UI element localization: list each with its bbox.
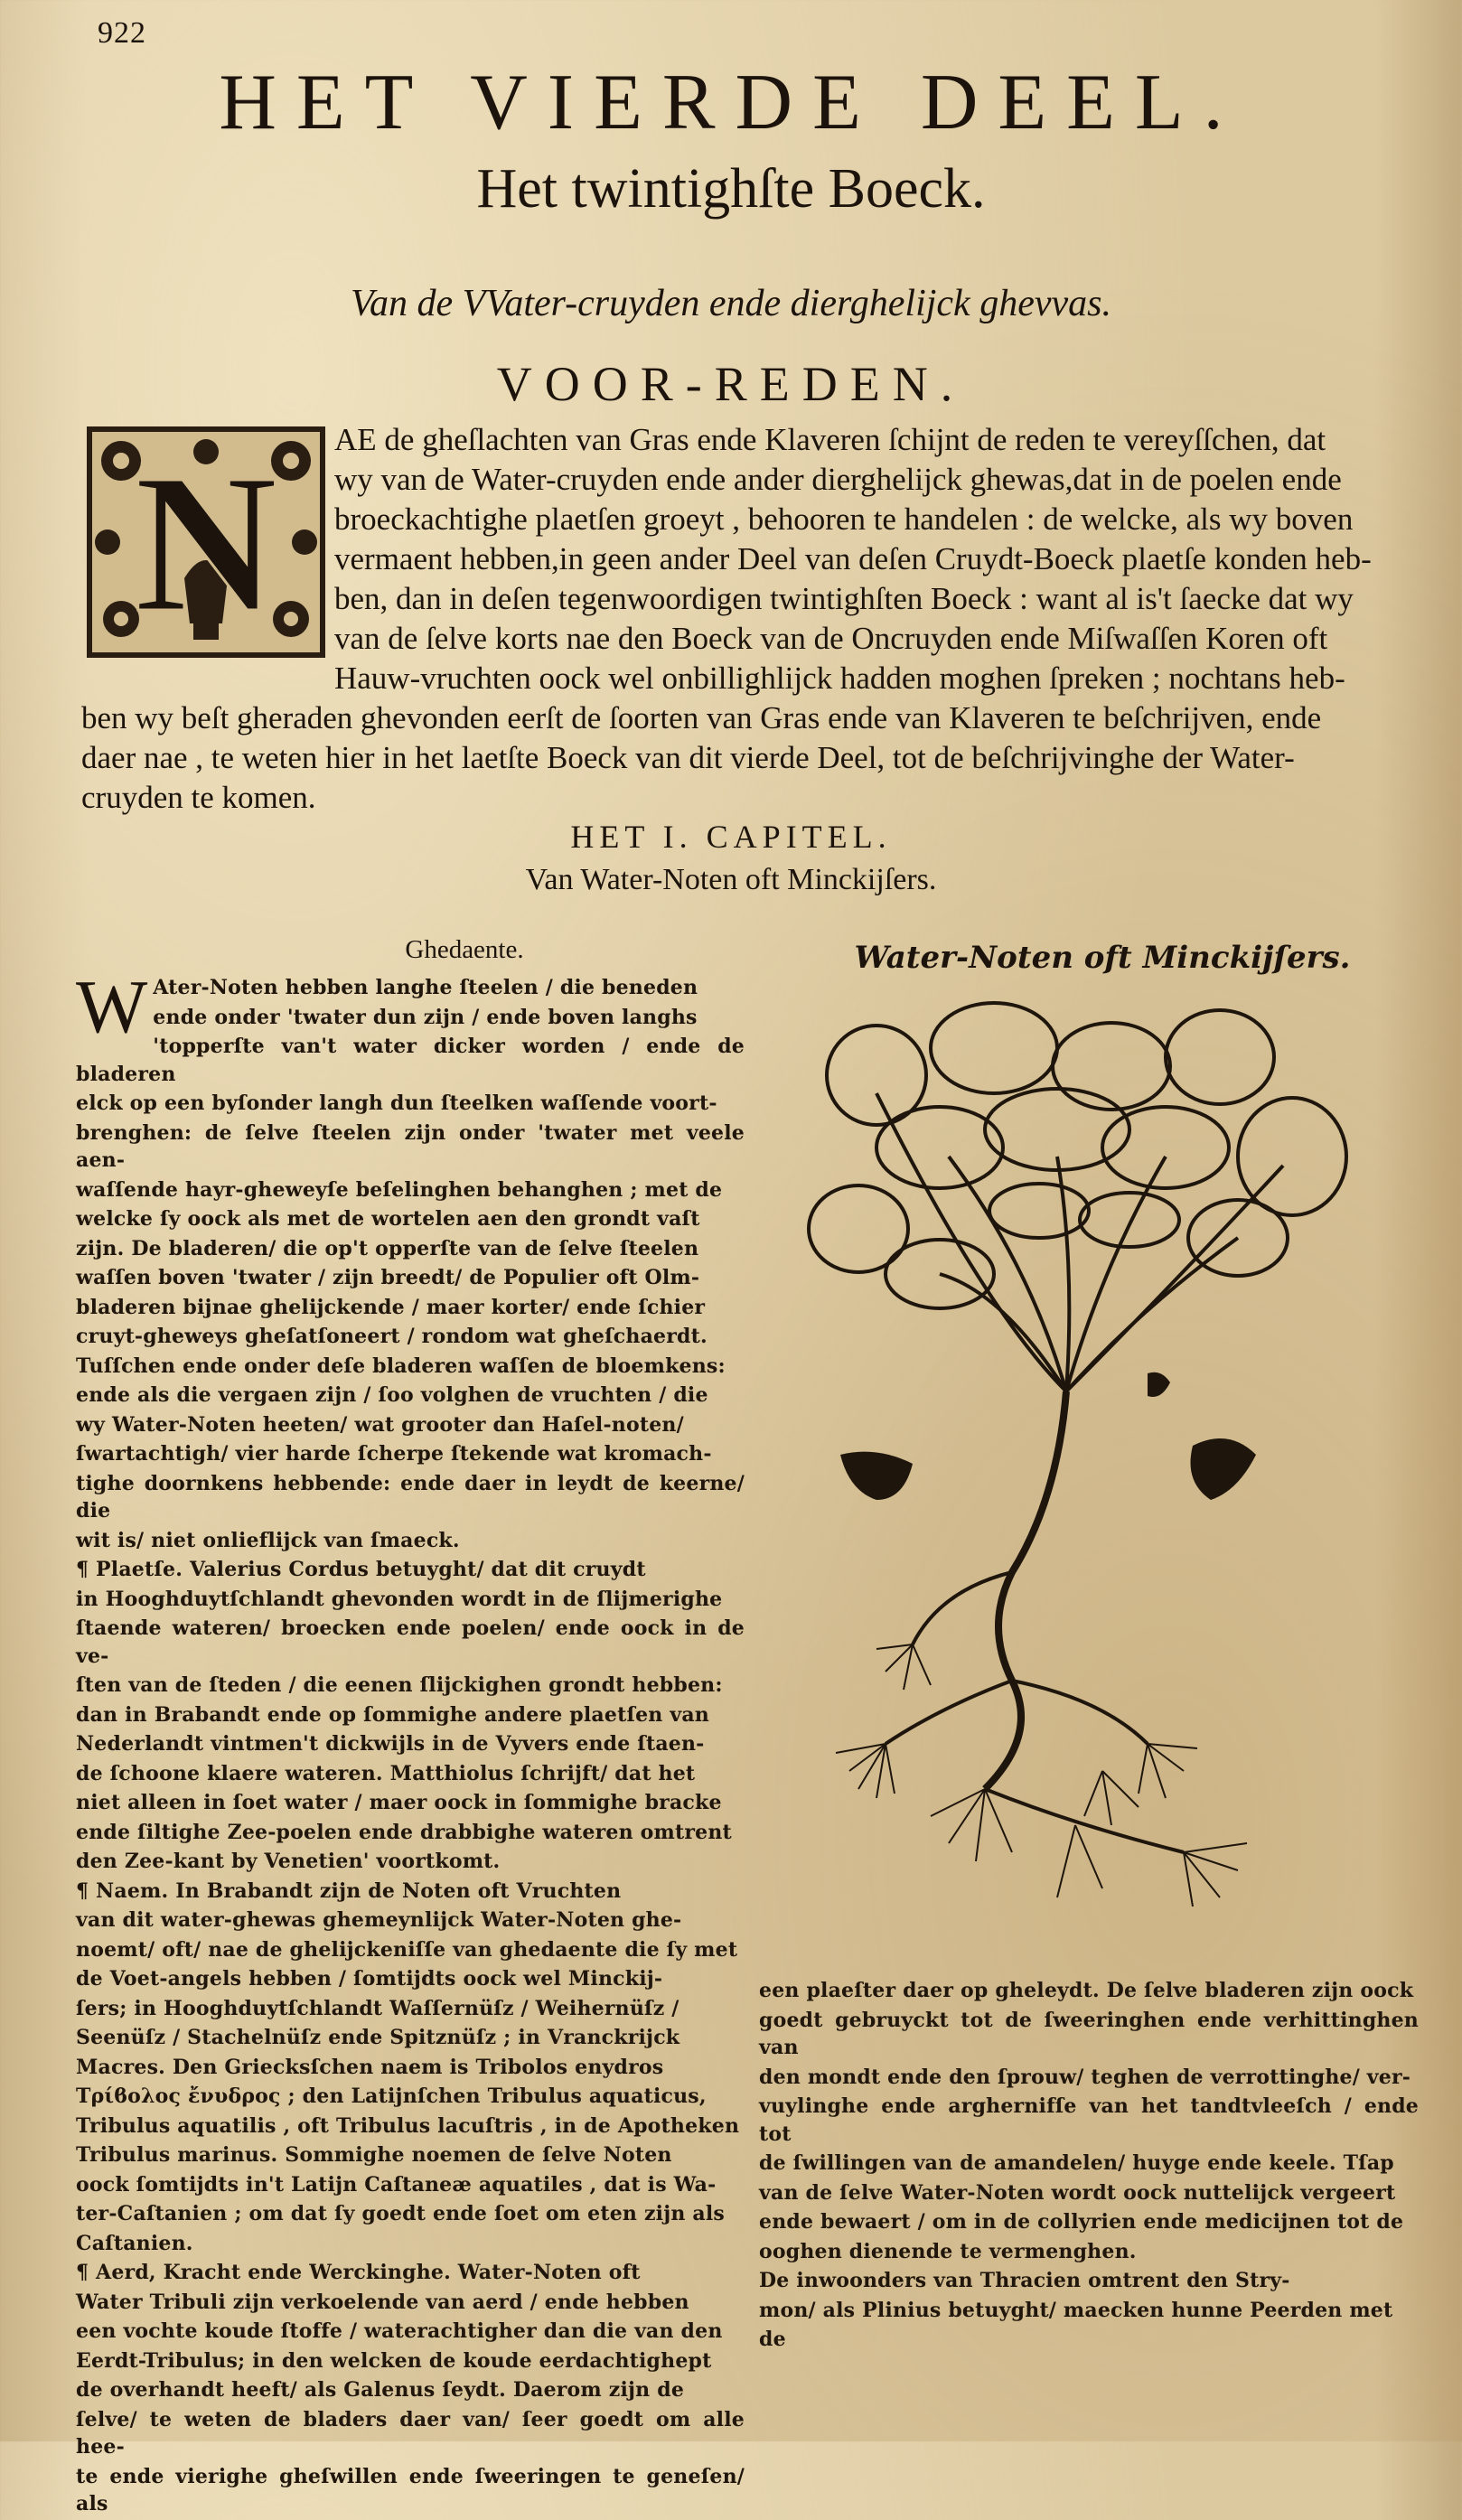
text-line: goedt gebruyckt tot de ſweeringhen ende verhittinghen van bbox=[759, 2008, 1419, 2059]
text-line: van de ſelve Water-Noten wordt oock nuttelijck vergeert bbox=[759, 2180, 1396, 2205]
text-line: tighe doornkens hebbende: ende daer in leydt de keerne/ die bbox=[76, 1471, 745, 1522]
text-line: Water Tribuli zijn verkoelende van aerd / ende hebben bbox=[76, 2290, 689, 2314]
text-line: Nederlandt vintmen't dickwijls in de Vyvers ende ſtaen- bbox=[76, 1732, 705, 1756]
text-line: de Voet-angels hebben / ſomtijdts oock wel Minckij- bbox=[76, 1967, 663, 1991]
water-chestnut-plant-icon bbox=[804, 994, 1364, 1952]
page-number: 922 bbox=[98, 16, 146, 50]
text-line: Tribulus aquatilis , oft Tribulus lacuſtris , in de Apotheken bbox=[76, 2113, 740, 2138]
text-line: een vochte koude ſtoffe / waterachtigher dan die van den bbox=[76, 2319, 723, 2343]
text-line: den mondt ende den ſprouw/ teghen de verrottinghe/ ver- bbox=[759, 2065, 1411, 2089]
text-line: welcke ſy oock als met de wortelen aen den grondt vaſt bbox=[76, 1207, 700, 1231]
text-line: 'topperſte van't water dicker worden / ende de bladeren bbox=[76, 1035, 745, 1086]
text-line: ende onder 'twater dun zijn / ende boven langhs bbox=[153, 1005, 698, 1029]
figure-caption: Water-Noten oft Minckijſers. bbox=[854, 940, 1351, 976]
part-heading: HET VIERDE DEEL. bbox=[219, 59, 1243, 146]
text-line: dan in Brabandt ende op ſommighe andere plaetſen van bbox=[76, 1702, 709, 1727]
text-line: te ende vierighe gheſwillen ende ſweeringen te geneſen/ als bbox=[76, 2464, 745, 2515]
initial-letter: N bbox=[134, 433, 278, 653]
preface-line: vermaent hebben,in geen ander Deel van deſen Cruydt-Boeck plaetſe konden heb- bbox=[334, 541, 1372, 576]
text-line: cruyt-gheweys gheſatſoneert / rondom wat gheſchaerdt. bbox=[76, 1325, 708, 1348]
text-line: bladeren bijnae ghelijckende / maer korter/ ende ſchier bbox=[76, 1295, 706, 1319]
text-line: niet alleen in ſoet water / maer oock in ſommighe bracke bbox=[76, 1791, 722, 1814]
text-line: Ater-Noten hebben langhe ſteelen / die beneden bbox=[153, 976, 698, 999]
chapter-subtitle: Van Water-Noten oft Minckijſers. bbox=[525, 863, 937, 896]
drop-initial-w: W bbox=[76, 965, 148, 1049]
text-line: zijn. De bladeren/ die op't opperſte van de ſelve ſteelen bbox=[76, 1236, 699, 1260]
plant-woodcut-illustration bbox=[804, 994, 1364, 1952]
text-line: ſelve/ te weten de bladers daer van/ ſeer goedt om alle hee- bbox=[76, 2407, 745, 2459]
text-line: vuylinghe ende arghernifſe van het tandtvleeſch / ende tot bbox=[759, 2094, 1419, 2146]
aerd-section bbox=[76, 2259, 745, 2518]
text-line: brenghen: de ſelve ſteelen zijn onder 'twater met veele aen- bbox=[76, 1120, 745, 1172]
text-line: Tribulus marinus. Sommighe noemen de ſelve Noten bbox=[76, 2143, 672, 2167]
book-subtitle: Van de VVater-cruyden ende dierghelijck ghevvas. bbox=[351, 283, 1111, 324]
chapter-heading: HET I. CAPITEL. bbox=[570, 819, 892, 855]
text-line: ooghen dienende te vermenghen. bbox=[759, 2239, 1137, 2263]
ghedaente-section bbox=[76, 965, 745, 1554]
right-column bbox=[759, 1977, 1419, 2356]
preface-line: Hauw-vruchten oock wel onbillighlijck hadden moghen ſpreken ; nochtans heb- bbox=[334, 660, 1345, 696]
plaetse-section bbox=[76, 1556, 745, 1876]
text-line: oock ſomtijdts in't Latijn Caſtaneæ aquatiles , dat is Wa- bbox=[76, 2172, 717, 2197]
preface-text-full bbox=[81, 698, 1392, 818]
preface-line: broeckachtighe plaetſen groeyt , behooren te handelen : de welcke, als wy boven bbox=[334, 501, 1354, 537]
preface-line: van de ſelve korts nae den Boeck van de Oncruyden ende Miſwaſſen Koren oft bbox=[334, 621, 1328, 656]
text-line: ter-Caſtanien ; om dat ſy goedt ende ſoet om eten zijn als bbox=[76, 2202, 726, 2225]
text-line: ende ſiltighe Zee-poelen ende drabbighe wateren omtrent bbox=[76, 1820, 732, 1844]
text-line: Τρίϐολος ἔνυδρος ; den Latijnſchen Tribulus aquaticus, bbox=[76, 2084, 707, 2108]
preface-title: VOOR-REDEN. bbox=[496, 357, 966, 411]
text-line: Eerdt-Tribulus; in den welcken de koude eerdachtighept bbox=[76, 2348, 712, 2373]
ghedaente-lines bbox=[76, 965, 745, 1554]
text-line: ¶ Aerd, Kracht ende Werckinghe. Water-Noten oft bbox=[76, 2261, 641, 2284]
preface-text-indented bbox=[334, 420, 1392, 698]
text-line: wy Water-Noten heeten/ wat grooter dan Haſel-noten/ bbox=[76, 1412, 684, 1437]
preface-line: AE de gheſlachten van Gras ende Klaveren ſchijnt de reden te vereyſſchen, dat bbox=[334, 422, 1326, 457]
text-line: Macres. Den Griecksſchen naem is Tribolos enydros bbox=[76, 2055, 664, 2079]
text-line: een plaeſter daer op gheleydt. De ſelve bladeren zijn oock bbox=[759, 1979, 1414, 2002]
text-line: wit is/ niet onlieflijck van ſmaeck. bbox=[76, 1528, 460, 1552]
text-line: de ſwillingen van de amandelen/ huyge ende keele. Tſap bbox=[759, 2151, 1394, 2175]
text-line: noemt/ oft/ nae de ghelijckeniſſe van ghedaente die ſy met bbox=[76, 1937, 738, 1962]
text-line: De inwoonders van Thracien omtrent den Stry- bbox=[759, 2269, 1290, 2292]
naem-section bbox=[76, 1878, 745, 2258]
text-line: de overhandt heeft/ als Galenus ſeydt. Daerom zijn de bbox=[76, 2378, 685, 2402]
text-line: in Hooghduytſchlandt ghevonden wordt in de ſlijmerighe bbox=[76, 1587, 723, 1611]
text-line: waſſen boven 'twater / zijn breedt/ de Populier oft Olm- bbox=[76, 1266, 700, 1289]
text-line: Tuſſchen ende onder deſe bladeren waſſen de bloemkens: bbox=[76, 1354, 726, 1378]
text-line: waſſende hayr-gheweyſe beſelinghen behanghen ; met de bbox=[76, 1177, 723, 1202]
preface-line: wy van de Water-cruyden ende ander dierghelijck ghewas,dat in de poelen ende bbox=[334, 462, 1342, 497]
text-line: ſtaende wateren/ broecken ende poelen/ ende oock in de ve- bbox=[76, 1616, 745, 1668]
ghedaente-heading: Ghedaente. bbox=[405, 935, 524, 964]
preface-line: daer nae , te weten hier in het laetſte Boeck van dit vierde Deel, tot de beſchrijvinghe der Water- bbox=[81, 740, 1295, 775]
preface-line: ben wy beſt gheraden ghevonden eerſt de ſoorten van Gras ende van Klaveren te beſchrijven, ende bbox=[81, 700, 1322, 735]
text-line: den Zee-kant by Venetien' voortkomt. bbox=[76, 1850, 501, 1873]
text-line: ſten van de ſteden / die eenen ſlijckighen grondt hebben: bbox=[76, 1673, 723, 1697]
text-line: de ſchoone klaere wateren. Matthiolus ſchrijft/ dat het bbox=[76, 1761, 696, 1785]
text-line: ¶ Naem. In Brabandt zijn de Noten oft Vruchten bbox=[76, 1878, 622, 1903]
book-heading: Het twintighſte Boeck. bbox=[476, 158, 986, 220]
text-line: ende als die vergaen zijn / ſoo volghen de vruchten / die bbox=[76, 1383, 708, 1407]
decorated-initial-n bbox=[85, 425, 327, 660]
text-line: Caſtanien. bbox=[76, 2231, 193, 2255]
text-line: ende bewaert / om in de collyrien ende medicijnen tot de bbox=[759, 2210, 1404, 2234]
preface-line: cruyden te komen. bbox=[81, 780, 316, 815]
text-line: de bbox=[759, 2328, 786, 2351]
text-line: elck op een byſonder langh dun ſteelken waſſende voort- bbox=[76, 1091, 717, 1115]
preface-line: ben, dan in deſen tegenwoordigen twintighſten Boeck : want al is't ſaecke dat wy bbox=[334, 581, 1354, 616]
left-column bbox=[76, 935, 745, 2520]
text-line: ¶ Plaetſe. Valerius Cordus betuyght/ dat dit cruydt bbox=[76, 1558, 646, 1581]
text-line: Seenüſz / Stachelnüſz ende Spitznüſz ; in Vranckrijck bbox=[76, 2026, 680, 2049]
text-line: ſwartachtigh/ vier harde ſcherpe ſtekende wat kromach- bbox=[76, 1442, 712, 1466]
text-line: van dit water-ghewas ghemeynlijck Water-Noten ghe- bbox=[76, 1908, 682, 1932]
text-line: mon/ als Plinius betuyght/ maecken hunne Peerden met bbox=[759, 2298, 1393, 2322]
ornament-initial-icon bbox=[85, 425, 327, 660]
text-line: ſers; in Hooghduytſchlandt Waſſernüſz / Weihernüſz / bbox=[76, 1996, 679, 2020]
